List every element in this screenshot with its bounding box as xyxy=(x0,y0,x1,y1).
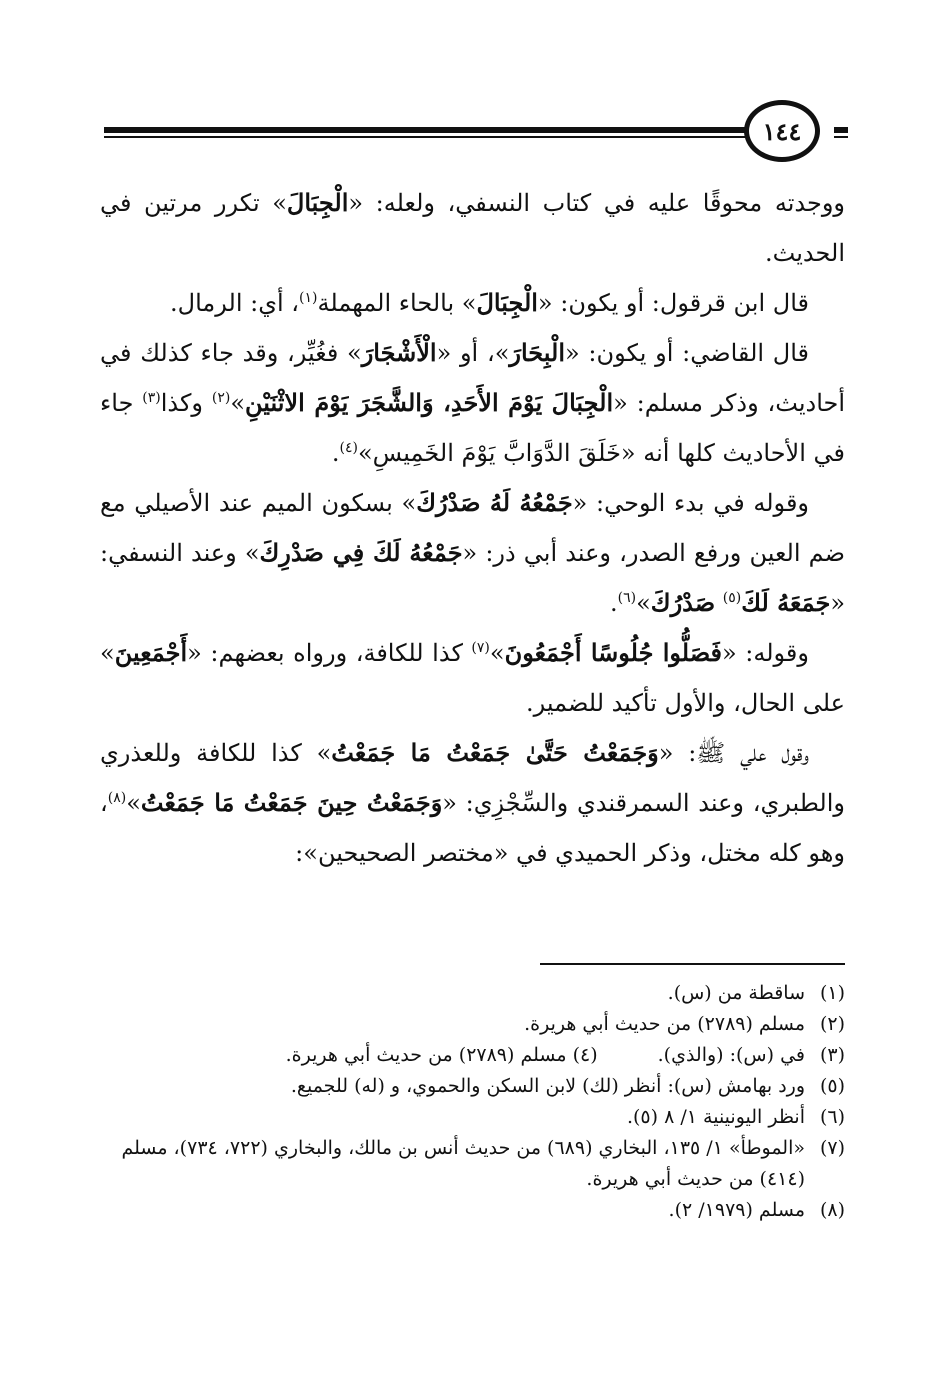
footnote-ref: (٢) xyxy=(211,390,231,406)
footnote-text-part: في (س): (والذي). xyxy=(657,1044,805,1066)
footnote-text-part: مسلم (١٩٧٩/ ٢). xyxy=(668,1199,805,1221)
footnote-text xyxy=(100,1195,805,1226)
quoted-term: صَدْرُكَ xyxy=(650,588,716,617)
header-rule-right-thick xyxy=(834,127,848,133)
quoted-term: الْأَشْجَارَ xyxy=(361,338,437,367)
text-run: . xyxy=(331,439,340,467)
quoted-term: وَجَمَعْتُ حِينَ جَمَعْتُ مَا جَمَعْتُ xyxy=(140,788,443,817)
text-run: »، أو « xyxy=(436,339,510,367)
text-run: » xyxy=(230,389,245,417)
footnote-number: (٦) xyxy=(819,1106,845,1128)
footnote-text xyxy=(100,1133,805,1195)
footnote-number: (٣) xyxy=(819,1044,845,1066)
paragraph-p1 xyxy=(100,178,845,278)
text-run: وكذا xyxy=(160,389,212,417)
quoted-term: جَمْعُهُ لَكَ فِي صَدْرِكَ xyxy=(259,538,463,567)
footnote-ref: (٦) xyxy=(617,590,637,606)
paragraph-p6 xyxy=(100,728,845,878)
footnote-text-part: مسلم (٢٧٨٩) من حديث أبي هريرة. xyxy=(524,1013,805,1035)
quoted-term: جَمَعَهُ لَكَ xyxy=(741,588,831,617)
text-run: جاء في الأحاديث كلها أنه «خَلَقَ الدَّوَابَّ يَوْمَ الخَمِيسِ» xyxy=(100,389,845,467)
text-run: » وعند النسفي: « xyxy=(100,539,845,617)
quoted-term: جَمْعُهُ لَهُ صَدْرُكَ xyxy=(416,488,573,517)
text-run: كذا للكافة، ورواه بعضهم: « xyxy=(187,639,472,667)
footnote-separator xyxy=(540,963,845,965)
header-rule-thin xyxy=(104,136,752,138)
text-run: » بالحاء المهملة xyxy=(317,289,477,317)
footnote-number: (٨) xyxy=(819,1199,845,1221)
footnote-number: (٥) xyxy=(819,1075,845,1097)
footnote xyxy=(100,978,845,1009)
footnote-text-part: ورد بهامش (س): أنظر (لك) لابن السكن والحموي، و (له) للجميع. xyxy=(290,1075,805,1097)
quoted-term: الْبِحَارَ xyxy=(509,338,565,367)
footnote-text xyxy=(100,1071,805,1102)
paragraph-p3 xyxy=(100,328,845,478)
main-text xyxy=(100,178,845,878)
quoted-term: الْجِبَالَ xyxy=(286,188,349,217)
footnotes xyxy=(100,978,845,1226)
text-run: » كذا للكافة وللعذري والطبري، وعند السمرقندي والسِّجْزِي: « xyxy=(100,739,845,817)
footnote-text xyxy=(100,978,805,1009)
quoted-term: الْجِبَالَ xyxy=(476,288,538,317)
quoted-term: أَجْمَعِينَ xyxy=(114,638,188,667)
page-number: ١٤٤ xyxy=(744,100,820,162)
footnote xyxy=(100,1040,845,1071)
header-rule-right-thin xyxy=(834,136,848,138)
text-run: ، وهو كله مختل، وذكر الحميدي في «مختصر الصحيحين»: xyxy=(100,789,845,867)
footnote-ref: (٨) xyxy=(107,790,127,806)
text-run: » فغُيِّر، وقد جاء كذلك في أحاديث، وذكر مسلم: « xyxy=(100,339,846,417)
text-run: قال القاضي: أو يكون: « xyxy=(565,339,809,367)
paragraph-p5 xyxy=(100,628,845,728)
text-run: وقوله في بدء الوحي: « xyxy=(572,489,810,517)
text-run: وقوله: « xyxy=(722,639,809,667)
footnote xyxy=(100,1133,845,1195)
footnote-number: (٢) xyxy=(819,1013,845,1035)
footnote-number: (٤) xyxy=(566,1044,598,1066)
footnote-number: (٧) xyxy=(819,1137,845,1159)
footnote xyxy=(100,1195,845,1226)
text-run: » بسكون الميم عند الأصيلي مع ضم العين ورفع الصدر، وعند أبي ذر: « xyxy=(100,489,845,567)
footnote-ref: (٤) xyxy=(339,440,358,456)
paragraph-p4 xyxy=(100,478,845,628)
quoted-term: فَصَلُّوا جُلُوسًا أَجْمَعُونَ xyxy=(504,638,723,667)
footnote-text-part: «الموطأ» ١/ ١٣٥، البخاري (٦٨٩) من حديث أنس بن مالك، والبخاري (٧٢٢، ٧٣٤)، مسلم (٤١٤) من حديث أبي هريرة. xyxy=(121,1137,805,1190)
footnote-ref: (٣) xyxy=(142,390,161,406)
footnote xyxy=(100,1102,845,1133)
quoted-term: الْجِبَالَ يَوْمَ الأَحَدِ، وَالشَّجَرَ يَوْمَ الاثْنَيْنِ xyxy=(245,388,614,417)
footnote-text-part: أنظر اليونينية ١/ ٨ (٥). xyxy=(626,1106,805,1128)
footnote-ref: (١) xyxy=(299,290,318,306)
text-run: » xyxy=(489,639,505,667)
quoted-term: وَجَمَعْتُ حَتَّىٰ جَمَعْتُ مَا جَمَعْتُ xyxy=(331,738,659,767)
footnote-number: (١) xyxy=(819,982,845,1004)
text-run: ، أي: الرمال. xyxy=(170,289,300,317)
footnote-text xyxy=(100,1009,805,1040)
footnote-ref: (٥) xyxy=(722,590,742,606)
footnote-text xyxy=(100,1040,805,1071)
text-run: » xyxy=(126,789,141,817)
footnote xyxy=(100,1009,845,1040)
text-run: . xyxy=(609,589,618,617)
text-run: » xyxy=(636,589,651,617)
text-run: قال ابن قرقول: أو يكون: « xyxy=(537,289,809,317)
header-rule-thick xyxy=(104,127,752,133)
footnote-text-part: ساقطة من (س). xyxy=(667,982,805,1004)
footnote xyxy=(100,1071,845,1102)
footnote-text-part: مسلم (٢٧٨٩) من حديث أبي هريرة. xyxy=(285,1044,567,1066)
text-run xyxy=(715,589,723,617)
text-run: وقول علي ﷺ: « xyxy=(658,739,809,767)
footnote-ref: (٧) xyxy=(471,640,490,656)
paragraph-p2 xyxy=(100,278,845,328)
page-header xyxy=(104,98,848,168)
text-run: » تكرر مرتين في الحديث. xyxy=(100,189,845,267)
text-run: ووجدته محوقًا عليه في كتاب النسفي، ولعله: « xyxy=(348,189,845,217)
footnote-text xyxy=(100,1102,805,1133)
text-run: » على الحال، والأول تأكيد للضمير. xyxy=(100,639,845,717)
